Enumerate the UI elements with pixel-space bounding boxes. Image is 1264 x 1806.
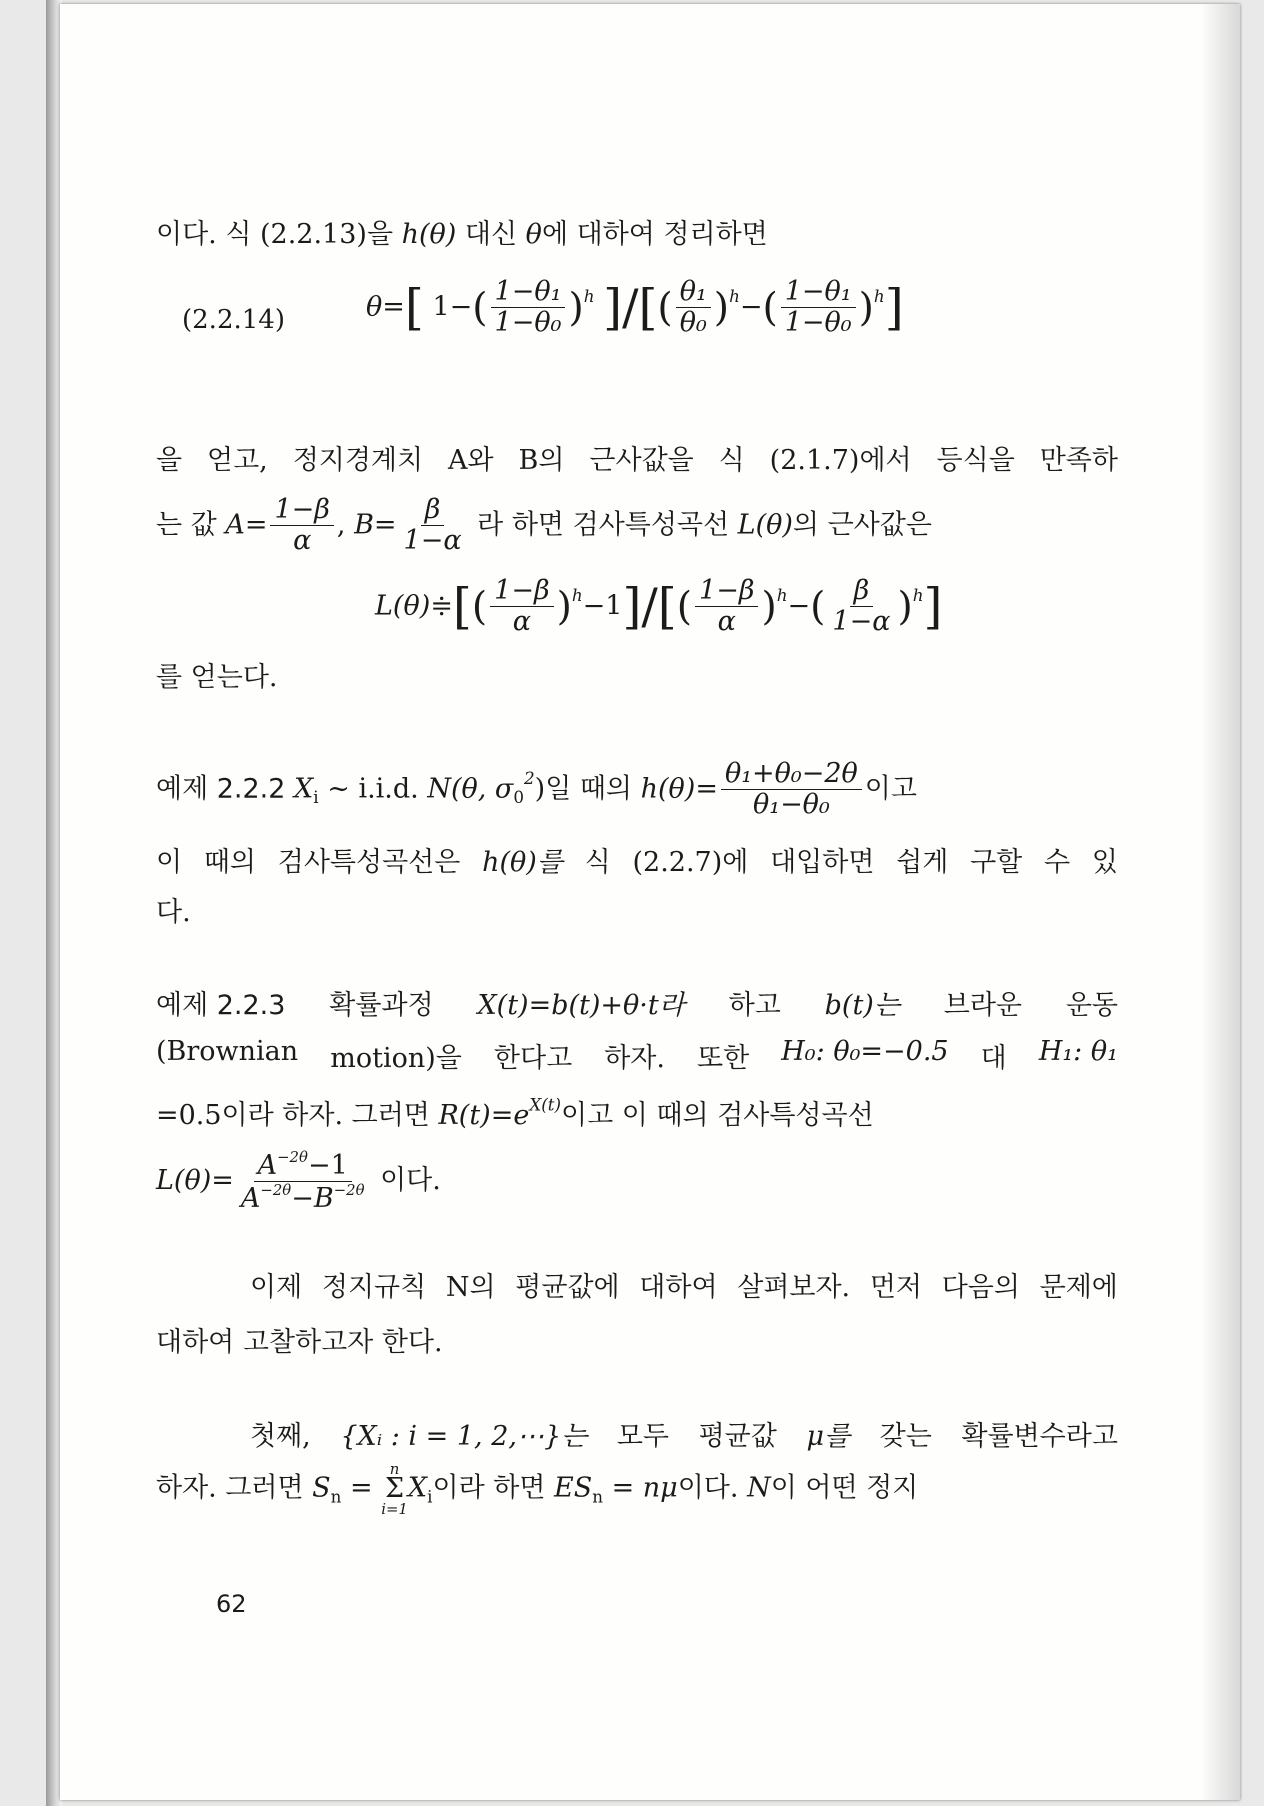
word: 한다고 — [493, 1043, 573, 1074]
eq-term: 1− — [432, 291, 473, 323]
math-h: h(θ)= — [640, 773, 718, 805]
math-X: X — [407, 1472, 428, 1504]
word: (2.2.7)에 — [632, 847, 749, 878]
text: 하자. 그러면 — [156, 1472, 313, 1504]
word: X(t)=b(t)+θ·t라 — [477, 990, 685, 1021]
word: h(θ)를 — [482, 847, 563, 878]
exponent: h — [583, 285, 595, 306]
word: 대하여 — [639, 1272, 718, 1303]
math-L: L(θ) — [737, 509, 793, 541]
exponent: h — [776, 584, 788, 605]
bracket: ] — [884, 279, 904, 336]
paren: ) — [556, 584, 572, 630]
text: ∼ i.i.d. — [327, 773, 428, 805]
text-line-1 — [156, 212, 768, 251]
bracket: [ — [404, 279, 424, 336]
subscript: i — [427, 1486, 433, 1507]
subscript: 0 — [513, 787, 524, 808]
math-ES: ES — [553, 1472, 593, 1504]
text: )일 때의 — [534, 773, 641, 805]
word: 먼저 — [869, 1272, 923, 1303]
word: motion)을 — [330, 1043, 462, 1074]
word: 확률과정 — [329, 990, 434, 1021]
math-X: X — [294, 773, 314, 805]
word: 검사특성곡선은 — [277, 847, 461, 878]
word: 이제 — [250, 1272, 303, 1303]
text: , — [336, 509, 355, 541]
fraction: $\frac{\text{θ₁}}{\text{θ₀}}$ — [676, 278, 711, 338]
paragraph-3-line-2: 대하여 고찰하고자 한다. — [156, 1327, 443, 1358]
bracket: ] — [923, 578, 943, 635]
denominator: $A^{-2\theta}-B^{-2\theta}$ — [240, 1181, 365, 1215]
fraction: $\frac{1-\beta}{\alpha}$ — [695, 577, 758, 637]
summation: n Σ i=1 — [381, 1460, 408, 1518]
text: = — [602, 1472, 643, 1504]
text: =0.5이라 하자. 그러면 — [156, 1100, 439, 1131]
eq-lhs: θ= — [366, 291, 405, 323]
page-shadow — [1200, 4, 1240, 1800]
text: 는 값 — [156, 509, 226, 541]
paren: ( — [676, 584, 693, 630]
word: 만족하 — [1039, 445, 1118, 476]
numerator: $A^{-2\theta}-1$ — [254, 1150, 352, 1182]
word: 식 — [584, 847, 611, 878]
subscript: n — [592, 1486, 603, 1507]
word: 평균값에 — [515, 1272, 620, 1303]
word: H₀: θ₀=−0.5 — [781, 1036, 949, 1067]
word: b(t)는 — [824, 990, 900, 1021]
text: 이라 하면 — [432, 1472, 554, 1504]
word: 살펴보자. — [737, 1272, 851, 1303]
word: 다음의 — [941, 1272, 1020, 1303]
word: 이 — [156, 847, 183, 878]
word: 또한 — [697, 1043, 750, 1074]
math-A: A= — [225, 509, 268, 541]
word: 대 — [980, 1043, 1007, 1074]
fraction: $\frac{\beta}{1-\alpha}$ — [832, 575, 891, 638]
example-title: 예제 2.2.3 — [156, 990, 286, 1021]
example-2-2-2-line-2 — [156, 840, 1118, 879]
slash: / — [622, 279, 639, 336]
example-2-2-3-line-4 — [156, 1150, 441, 1213]
word: 운동 — [1065, 990, 1118, 1021]
text: = — [341, 1472, 382, 1504]
subscript: i — [313, 787, 319, 808]
fraction: $\frac{\text{1−θ₁}}{\text{1−θ₀}}$ — [491, 278, 566, 338]
paren: ) — [761, 584, 777, 630]
word: 얻고, — [207, 445, 268, 476]
text-line-3 — [156, 496, 932, 556]
paragraph-3-line-1 — [250, 1265, 1118, 1304]
word: (Brownian — [156, 1036, 299, 1067]
math-theta-arg: (θ) — [419, 219, 457, 250]
text: 이다. — [677, 1472, 748, 1504]
scanned-page — [60, 4, 1240, 1800]
word: 정지규칙 — [321, 1272, 427, 1303]
text: 이 어떤 정지 — [770, 1472, 919, 1504]
word: A와 — [448, 445, 494, 476]
equation-label: (2.2.14) — [182, 305, 285, 335]
exponent: h — [873, 285, 885, 306]
text: 에 대하여 정리하면 — [541, 219, 768, 250]
word: 있 — [1091, 847, 1118, 878]
word: 쉽게 — [896, 847, 949, 878]
superscript: X(t) — [529, 1094, 562, 1115]
slash: / — [641, 578, 658, 635]
paren: ) — [568, 285, 584, 331]
text: 이고 — [864, 773, 917, 805]
example-2-2-3-line-3 — [156, 1093, 874, 1132]
paren: ( — [472, 285, 488, 331]
word: 확률변수라고 — [961, 1421, 1118, 1452]
word: {Xᵢ : i = 1, 2,⋯}는 — [340, 1421, 588, 1452]
example-2-2-2-line-3: 다. — [156, 897, 191, 928]
paren: ) — [897, 584, 913, 630]
math-S: S — [312, 1472, 331, 1504]
word: 을 — [156, 445, 183, 476]
text: 이다. — [371, 1165, 441, 1197]
example-2-2-2-line-1 — [156, 760, 917, 820]
math-theta: θ — [525, 219, 542, 250]
eq-lhs: L(θ)≑ — [375, 590, 453, 622]
math-R: R(t)=e — [438, 1100, 530, 1131]
eq-term: −1 — [582, 590, 623, 622]
exponent: h — [912, 584, 924, 605]
exponent: h — [571, 584, 583, 605]
paragraph-4-line-2 — [156, 1462, 918, 1516]
word: 때의 — [203, 847, 257, 878]
word: μ를 — [806, 1421, 851, 1452]
text: 이고 이 때의 검사특성곡선 — [561, 1100, 874, 1131]
word: 모두 — [616, 1421, 669, 1452]
equation-2-2-14: θ=[ 1−( $\frac{\text{1−θ₁}}{\text{1−θ₀}}$ )$^h$ ]/[( $\frac{\text{θ₁}}{\text{θ₀}}$ )$^h$−( $\frac{\text{1−θ₁}}{\text{1−θ₀}}$ )$^h$] — [366, 276, 904, 339]
page-number: 62 — [216, 1590, 247, 1618]
paren: ( — [762, 285, 778, 331]
paren: ( — [657, 285, 673, 331]
word: 하고 — [728, 990, 781, 1021]
word: 하자. — [604, 1043, 665, 1074]
text: 대신 — [456, 219, 526, 250]
word: 근사값을 — [589, 445, 694, 476]
paren: ( — [471, 584, 488, 630]
bracket: [ — [657, 578, 677, 635]
math-nmu: nμ — [642, 1472, 678, 1504]
equation-L-approx: L(θ)≑[( $\frac{1-\beta}{\alpha}$ )$^h$−1]/[( $\frac{1-\beta}{\alpha}$ )$^h$−( $\frac{\beta}{1-\alpha}$ )$^h$] — [375, 575, 943, 638]
fraction: $\frac{\text{1−θ₁}}{\text{1−θ₀}}$ — [781, 278, 856, 338]
text: 의 근사값은 — [792, 509, 932, 541]
paren: ( — [810, 584, 826, 630]
paragraph-4-line-1 — [250, 1414, 1118, 1453]
word: 정지경계치 — [292, 445, 424, 476]
text-line-2 — [156, 438, 1118, 477]
fraction: $\frac{\text{θ₁+θ₀−2θ}}{\text{θ₁−θ₀}}$ — [721, 760, 862, 820]
example-2-2-3-line-2 — [156, 1036, 1118, 1075]
text: 이다. 식 (2.2.13)을 — [156, 219, 402, 250]
paren: ) — [858, 285, 874, 331]
text: 라 하면 검사특성곡선 — [468, 509, 738, 541]
word: N의 — [445, 1272, 496, 1303]
word: 평균값 — [698, 1421, 777, 1452]
superscript: 2 — [524, 767, 535, 788]
word: H₁: θ₁ — [1038, 1036, 1118, 1067]
word: (2.1.7)에서 — [769, 445, 912, 476]
word: 식 — [718, 445, 745, 476]
text-line-4: 를 얻는다. — [156, 662, 278, 693]
bracket: ] — [622, 578, 642, 635]
word: 구할 — [970, 847, 1023, 878]
subscript: n — [330, 1486, 342, 1507]
example-title: 예제 2.2.2 — [156, 773, 286, 805]
word: 브라운 — [943, 990, 1022, 1021]
fraction: $\frac{1-\beta}{\alpha}$ — [270, 496, 333, 556]
word: 갖는 — [879, 1421, 932, 1452]
bracket: ] — [603, 279, 623, 336]
math-h: h — [401, 219, 419, 250]
word: 수 — [1044, 847, 1071, 878]
fraction — [237, 1150, 369, 1213]
math-N: N(θ, σ — [427, 773, 514, 805]
math-B: B= — [354, 509, 397, 541]
fraction: $\frac{\beta}{1-\alpha}$ — [403, 494, 462, 557]
math-N: N — [747, 1472, 771, 1504]
word: 등식을 — [936, 445, 1015, 476]
fraction: $\frac{1-\beta}{\alpha}$ — [490, 577, 553, 637]
word: 첫째, — [250, 1421, 311, 1452]
paren: ) — [713, 285, 730, 331]
word: 대입하면 — [770, 847, 875, 878]
example-2-2-3-line-1 — [156, 983, 1118, 1022]
exponent: h — [729, 285, 740, 306]
word: B의 — [518, 445, 565, 476]
math-L: L(θ)= — [156, 1165, 234, 1197]
bracket: [ — [638, 279, 658, 336]
word: 문제에 — [1039, 1272, 1118, 1303]
bracket: [ — [452, 578, 472, 635]
